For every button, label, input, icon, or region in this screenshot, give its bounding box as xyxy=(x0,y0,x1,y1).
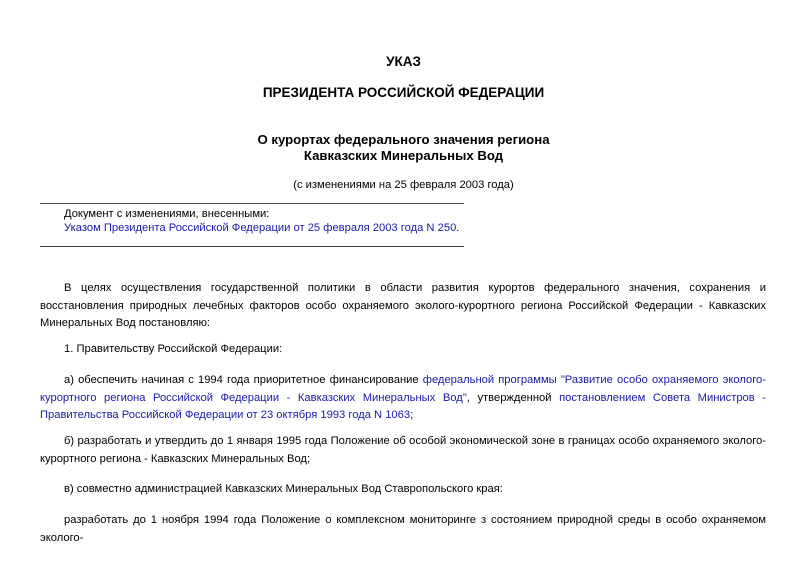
item-1-text: 1. Правительству Российской Федерации: xyxy=(64,343,283,355)
subject-line-1: О курортах федерального значения региона xyxy=(257,132,550,147)
item-b-paragraph xyxy=(40,433,766,468)
decree-title: УКАЗ xyxy=(386,54,421,69)
item-1-paragraph xyxy=(40,341,766,359)
divider-top xyxy=(40,203,464,204)
president-title: ПРЕЗИДЕНТА РОССИЙСКОЙ ФЕДЕРАЦИИ xyxy=(262,85,545,100)
item-a-paragraph xyxy=(40,372,766,425)
government-resolution-link[interactable]: постановлением Совета Министров - Правительства Российской Федерации от 23 октября 1993 года N 1063 xyxy=(40,391,767,421)
preamble-paragraph xyxy=(40,280,766,333)
item-a-text-mid: , утвержденной xyxy=(466,391,560,404)
changes-note: (с изменениями на 25 февраля 2003 года) xyxy=(293,179,514,191)
amendments-end: . xyxy=(456,222,460,234)
item-b-text: б) разработать и утвердить до 1 января 1995 года Положение об особой экономической зоне в границах особо охраняемого эколого-курортного региона - Кавказских Минеральных Вод; xyxy=(40,435,766,465)
divider-bottom xyxy=(40,246,464,247)
item-a-text-end: ; xyxy=(410,409,414,421)
item-v-1-paragraph xyxy=(40,512,766,547)
federal-program-link[interactable]: федеральной программы "Развитие особо охраняемого эколого-курортного региона Российской Федерации - Кавказских Минеральных Вод" xyxy=(40,374,766,404)
amending-decree-link[interactable]: Указом Президента Российской Федерации от 25 февраля 2003 года N 250 xyxy=(64,222,457,234)
item-v-paragraph xyxy=(40,481,766,499)
item-a-text-start: а) обеспечить начиная с 1994 года приоритетное финансирование xyxy=(64,374,423,386)
preamble-text: В целях осуществления государственной политики в области развития курортов федерального значения, сохранения и восстановления природных лечебных факторов особо охраняемого эколого-курортного региона Российской Федерации - Кавказских Минеральных Вод постановляю: xyxy=(40,282,766,329)
subject-line-2: Кавказских Минеральных Вод xyxy=(303,148,504,163)
decree-subject xyxy=(0,132,807,164)
amendments-line xyxy=(64,222,459,234)
amendments-intro: Документ с изменениями, внесенными: xyxy=(64,208,270,220)
item-v-1-text: разработать до 1 ноября 1994 года Положение о комплексном мониторинге з состоянием природной среды в особо охраняемом эколого- xyxy=(40,514,766,544)
item-v-text: в) совместно администрацией Кавказских Минеральных Вод Ставропольского края: xyxy=(64,483,503,495)
